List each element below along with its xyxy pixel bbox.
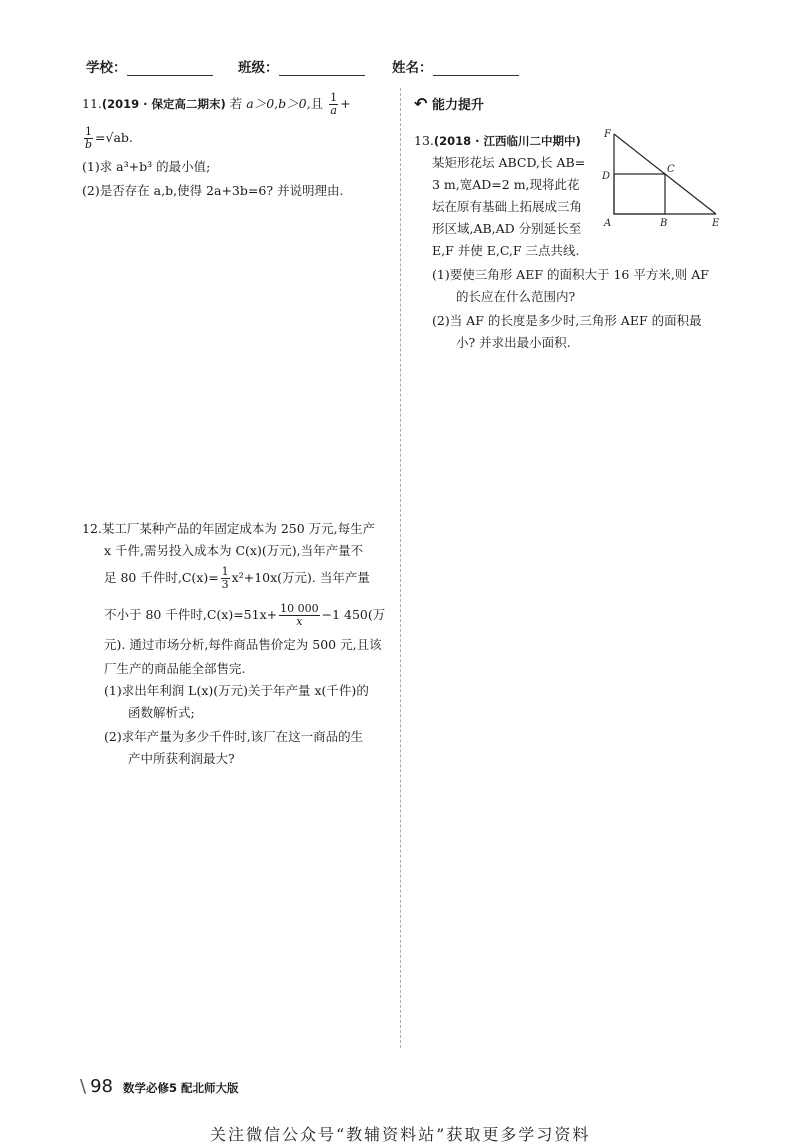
page-number: 98 (90, 1076, 113, 1097)
frac-numerator: 10 000 (280, 602, 319, 615)
school-blank (127, 61, 213, 76)
name-blank (433, 61, 519, 76)
q12-part-2a: (2)求年产量为多少千件时,该厂在这一商品的生 (104, 729, 364, 744)
footer-slash-icon: \ (80, 1076, 87, 1097)
q13-part-1b: 的长应在什么范围内? (456, 289, 576, 304)
q12-frac-one-third (221, 566, 230, 591)
q11-stem-b: 且 (310, 96, 324, 111)
q12-line-3 (82, 562, 394, 594)
q13-part-2a: (2)当 AF 的长度是多少时,三角形 AEF 的面积最 (432, 313, 702, 328)
q13-line-1: 某矩形花坛 ABCD,长 AB= (432, 155, 586, 170)
q12-frac-10000-over-x (279, 603, 320, 628)
handwritten-note: 关注微信公众号“教辅资料站”获取更多学习资料 (210, 1125, 591, 1144)
q12-part-1b: 函数解析式; (128, 705, 195, 720)
q11-stem-line2 (82, 122, 388, 154)
q12-line-1: 12.某工厂某种产品的年固定成本为 250 万元,每生产 (82, 521, 376, 536)
label-a: A (604, 218, 612, 228)
school-field (86, 56, 213, 76)
q12-part-2b: 产中所获利润最大? (128, 751, 235, 766)
name-field (392, 56, 519, 76)
geometry-figure (596, 128, 726, 228)
q11-number: 11. (82, 96, 102, 111)
q11-part-2: (2)是否存在 a,b,使得 2a+3b=6? 并说明理由. (82, 183, 344, 198)
question-12 (82, 518, 394, 770)
book-title: 数学必修5 配北师大版 (122, 1081, 239, 1095)
q12-line-4a: 不小于 80 千件时,C(x)=51x+ (104, 607, 278, 622)
column-divider (400, 88, 401, 1048)
section-heading (414, 94, 484, 113)
q11-frac-1-over-a (329, 92, 338, 117)
q13-line-3: 坛在原有基础上拓展成三角 (432, 199, 583, 214)
q13-part-2b: 小? 并求出最小面积. (456, 335, 571, 350)
q11-stem-a: 若 (229, 96, 243, 111)
q12-line-4 (82, 598, 394, 632)
q12-line-6: 厂生产的商品能全部售完. (104, 661, 246, 676)
q13-source: (2018 · 江西临川二中期中) (433, 134, 581, 148)
q12-line-3a: 足 80 千件时,C(x)= (104, 570, 219, 585)
label-e: E (712, 218, 720, 228)
frac-denominator: b (84, 138, 93, 151)
class-field (238, 56, 365, 76)
q13-line-4: 形区域,AB,AD 分别延长至 (432, 221, 582, 236)
frac-denominator: x (296, 615, 303, 628)
label-d: D (602, 171, 611, 182)
class-label: 班级： (238, 60, 279, 76)
q12-line-3b: x²+10x(万元). 当年产量 (231, 570, 370, 585)
q11-plus: + (340, 96, 351, 111)
q11-equals: = (95, 130, 106, 145)
q12-part-1a: (1)求出年利润 L(x)(万元)关于年产量 x(千件)的 (104, 683, 369, 698)
label-c: C (667, 164, 675, 175)
q13-line-5: E,F 并使 E,C,F 三点共线. (432, 243, 580, 258)
q13-number: 13. (414, 133, 434, 148)
q12-line-4b: −1 450(万 (321, 607, 386, 622)
q11-sqrt-ab: √ab. (105, 130, 133, 145)
page-footer (80, 1076, 238, 1097)
q11-part-1: (1)求 a³+b³ 的最小值; (82, 159, 211, 174)
school-label: 学校： (86, 60, 127, 76)
q12-line-5: 元). 通过市场分析,每件商品售价定为 500 元,且该 (104, 637, 382, 652)
frac-denominator: a (330, 104, 337, 117)
name-label: 姓名： (392, 60, 433, 76)
q12-line-2: x 千件,需另投入成本为 C(x)(万元),当年产量不 (104, 543, 364, 558)
curved-arrow-icon: ↶ (414, 94, 428, 113)
q13-part-1a: (1)要使三角形 AEF 的面积大于 16 平方米,则 AF (432, 267, 709, 282)
frac-denominator: 3 (221, 578, 229, 591)
section-title: 能力提升 (431, 98, 484, 113)
q13-line-2: 3 m,宽AD=2 m,现将此花 (432, 177, 580, 192)
label-f: F (604, 129, 611, 140)
q11-source: (2019 · 保定高二期末) (101, 97, 226, 111)
rectangle-abcd (614, 174, 665, 214)
q11-condition: a＞0,b＞0, (246, 96, 311, 111)
q11-frac-1-over-b (84, 126, 93, 151)
label-b: B (660, 218, 668, 228)
q11-stem-line1 (82, 90, 388, 118)
class-blank (279, 61, 365, 76)
frac-numerator: 1 (330, 91, 338, 104)
frac-numerator: 1 (85, 125, 92, 138)
frac-numerator: 1 (221, 565, 229, 578)
question-11 (82, 90, 388, 201)
